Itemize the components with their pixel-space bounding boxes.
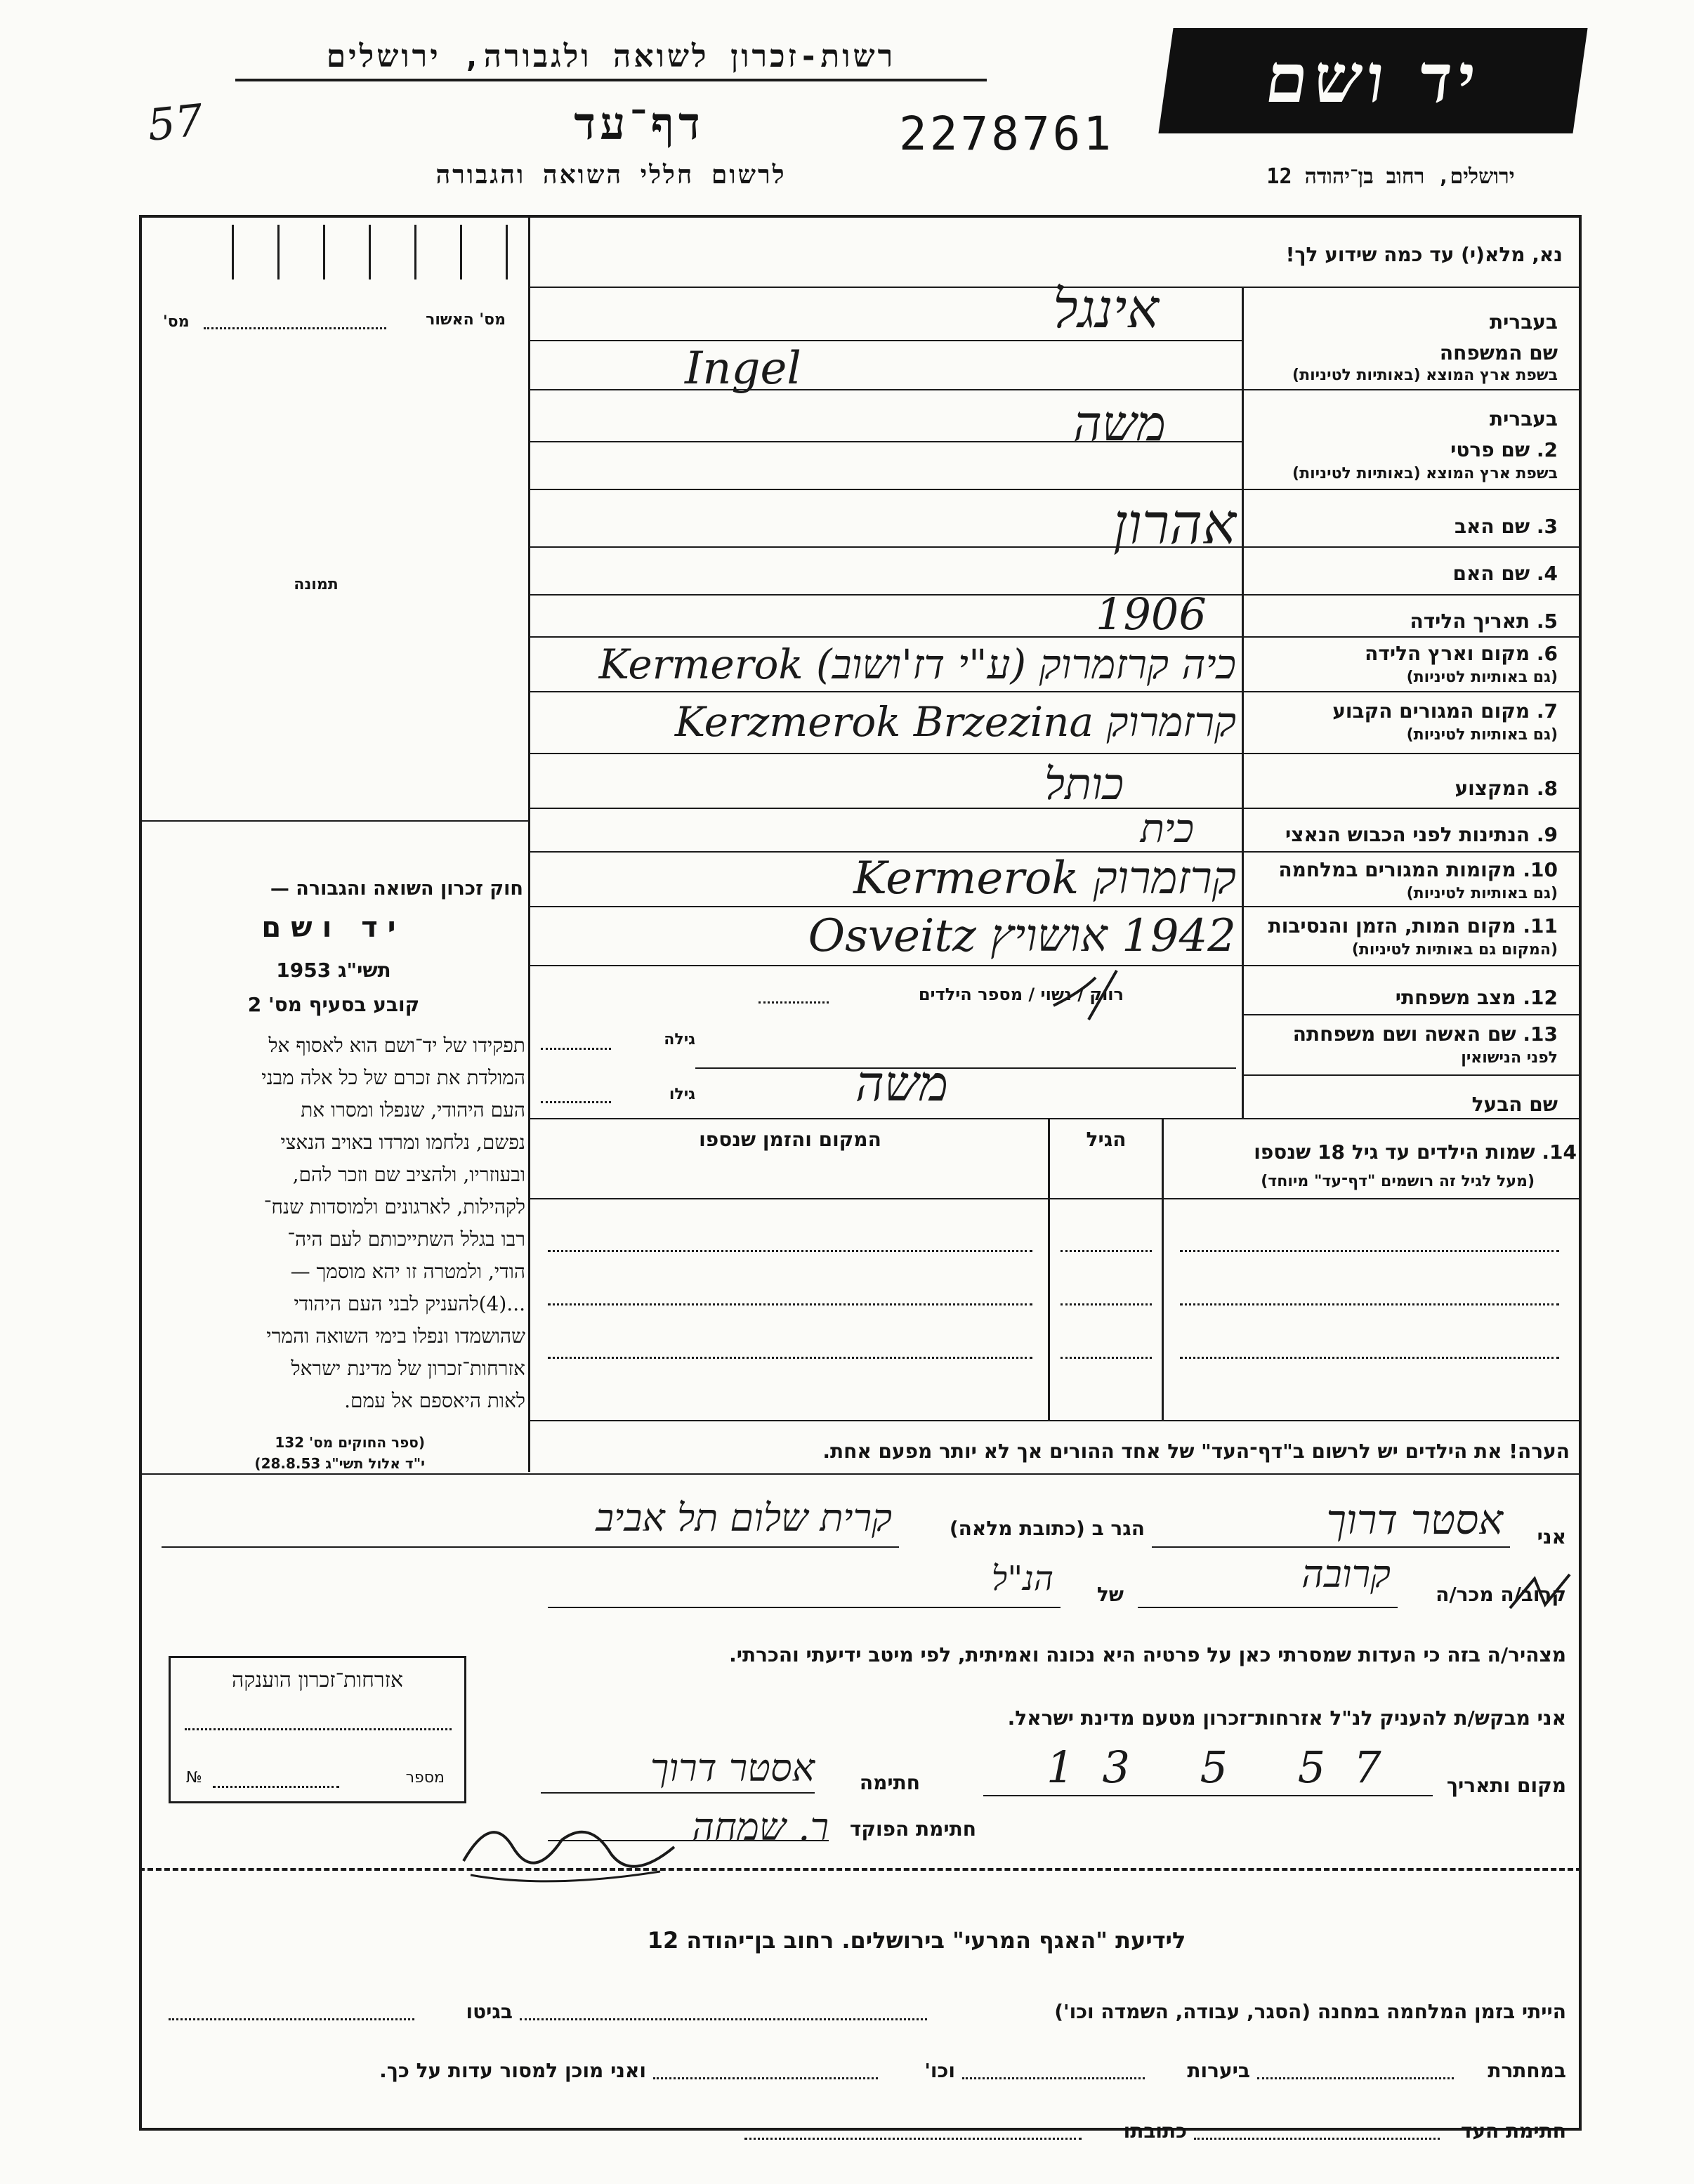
- children-note: הערה! את הילדים יש לרשום ב"דף־העד" של אחד ההורים אך לא יותר מפעם אחת.: [822, 1440, 1570, 1463]
- first-name-label: 2. שם פרטי: [1450, 438, 1558, 461]
- wife-name-label: 13. שם האשה ושם משפחתה: [1292, 1022, 1558, 1046]
- handwritten-witness-name: אסטר דרוך: [1326, 1496, 1503, 1544]
- husband-name-label: שם הבעל: [1471, 1093, 1558, 1116]
- handwritten-father-name: אהרון: [1112, 492, 1236, 557]
- handwritten-war-residence: קרזמרוק Kermerok: [853, 853, 1236, 904]
- law-line: הודי, ולמטרה זו יהא מוסמך —: [290, 1260, 525, 1283]
- family-name-latin-label: בשפת ארץ המוצא (באותיות לטיניות): [1292, 367, 1558, 384]
- handwritten-family-name-latin: Ingel: [685, 343, 801, 395]
- law-title: חוק זכרון השואה והגבורה —: [270, 878, 523, 900]
- law-reference-2: י"ד אלול תשי"ג 28.8.53): [254, 1455, 425, 1472]
- certificate-number-sign: №: [186, 1769, 202, 1787]
- bottom-underground-label: במחתרת: [1488, 2059, 1566, 2082]
- intro-text: נא, מלא(י) עד כמה שידוע לך!: [1285, 243, 1563, 266]
- certificate-number-label: מספר: [405, 1769, 445, 1787]
- photo-label: תמונה: [294, 576, 339, 593]
- law-section: קובע בסעיף מס' 2: [247, 993, 420, 1016]
- law-line: אזרחות־זכרון של מדינת ישראל: [291, 1357, 525, 1380]
- handwritten-of-name: הנ"ל: [991, 1559, 1053, 1598]
- handwritten-family-name-hebrew: אינגל: [1053, 277, 1159, 340]
- marital-options: רווק / נשוי / מספר הילדים: [918, 985, 1124, 1004]
- law-line: ובעוזריו, ולהציב שם וזכר להם,: [292, 1163, 525, 1186]
- children-age-column: הגיל: [1086, 1128, 1127, 1151]
- witness-address-label: הגר ב (כתובת מלאה): [949, 1517, 1145, 1540]
- handwritten-birth-date: 1906: [1096, 588, 1207, 640]
- yad-vashem-logo: [1158, 28, 1587, 133]
- war-residence-label: 10. מקומות המגורים במלחמה: [1278, 858, 1558, 881]
- handwritten-officer-initials: ר. שמחה: [692, 1805, 829, 1849]
- marital-status-label: 12. מצב משפחתי: [1395, 986, 1558, 1009]
- marital-strike-mark: [1046, 963, 1131, 1027]
- approval-number-line: [204, 327, 386, 329]
- residence-label: 7. מקום המגורים הקבוע: [1332, 699, 1558, 723]
- relation-strike-mark: [1503, 1566, 1580, 1622]
- handwritten-profession: כותל: [1044, 758, 1124, 810]
- bottom-camp-label: הייתי בזמן המלחמה במחנה (הסגר, עבודה, השמדה וכו'): [1054, 2000, 1566, 2023]
- bottom-title: לידיעת "האגף המרעי" בירושלים. רחוב בן־יהודה 12: [647, 1927, 1186, 1954]
- handwritten-date: 13 5 57: [1046, 1742, 1410, 1793]
- bottom-etc-label: וכו': [924, 2059, 955, 2082]
- death-place-sub-label: (המקום גם באותיות לטיניות): [1351, 941, 1558, 959]
- husband-age-label: גילו: [669, 1086, 695, 1103]
- children-table-top: [528, 1118, 1582, 1119]
- bottom-forests-label: ביערות: [1187, 2059, 1250, 2082]
- law-line: שהושמדו ונפלו בימי השואה והמרי: [266, 1324, 525, 1348]
- children-place-column: המקום והזמן שנספו: [699, 1128, 881, 1151]
- approval-number-label: מס' האשור: [426, 311, 506, 329]
- form-number: 2278761: [899, 107, 1115, 161]
- form-title: דף־עד: [574, 98, 704, 150]
- law-text: [140, 1029, 525, 1417]
- bottom-address-label: כתובתו: [1123, 2119, 1187, 2143]
- birth-place-label: 6. מקום וארץ הלידה: [1365, 642, 1558, 665]
- signature-label: חתימה: [859, 1771, 920, 1794]
- law-section-divider: [140, 820, 528, 822]
- law-line: לקהילות, לארגונים ולמוסדות שנח־: [263, 1195, 525, 1218]
- profession-label: 8. המקצוע: [1455, 777, 1558, 800]
- law-line: המולדת את זכרם של כל אלה מבני: [261, 1066, 525, 1089]
- handwritten-husband-name: משה: [855, 1055, 948, 1112]
- law-reference-1: (ספר החוקים מס' 132: [275, 1434, 425, 1451]
- officer-signature-label: חתימת הפוקד: [849, 1817, 976, 1841]
- wife-name-sub-label: לפני הנישואין: [1461, 1049, 1558, 1067]
- bottom-testimony-label: ואני מוכן למסור עדות על כך.: [379, 2059, 646, 2082]
- authority-name: רשות-זכרון לשואה ולגבורה, ירושלים: [326, 39, 896, 74]
- mother-name-label: 4. שם האם: [1452, 562, 1558, 585]
- law-year: תשי"ג 1953: [276, 959, 391, 982]
- law-line: נפשם, נלחמו ומרדו באויב הנאצי: [280, 1131, 525, 1154]
- first-name-hebrew-label: בעברית: [1489, 407, 1558, 430]
- logo-text: יד ושם: [1260, 39, 1487, 118]
- law-yad-vashem: יד ושם: [261, 912, 406, 944]
- first-name-latin-label: בשפת ארץ המוצא (באותיות לטיניות): [1292, 465, 1558, 482]
- father-name-label: 3. שם האב: [1454, 515, 1558, 538]
- witness-i-label: אני: [1537, 1525, 1566, 1548]
- wife-age-label: גילה: [664, 1031, 695, 1048]
- bottom-witness-signature-label: חתימת העד: [1460, 2119, 1566, 2143]
- handwritten-relation: קרובה: [1301, 1552, 1391, 1596]
- handwritten-signature: אסטר דרוך: [650, 1746, 815, 1790]
- tear-line: [139, 1868, 1582, 1871]
- margin-note: 57: [145, 94, 206, 151]
- residence-sub-label: (גם באותיות לטיניות): [1406, 726, 1558, 744]
- birth-place-sub-label: (גם באותיות לטיניות): [1406, 669, 1558, 686]
- law-line: תפקידו של יד־ושם הוא לאסוף אל: [268, 1034, 525, 1057]
- approval-box-ticks: [211, 225, 520, 279]
- handwritten-residence: קרזמרוק Kerzmerok Brzezina: [674, 698, 1236, 746]
- certificate-box: [169, 1656, 466, 1803]
- bottom-ghetto-label: בגיטו: [466, 2000, 513, 2023]
- family-name-label: שם המשפחה: [1439, 341, 1558, 364]
- handwritten-birth-place: כיה קרזמרוק (ע"י דז'ושוב) Kermerok: [598, 640, 1236, 688]
- officer-signature-scribble: [449, 1805, 688, 1889]
- citizenship-label: 9. הנתינות לפני הכבוש הנאצי: [1285, 823, 1558, 846]
- approval-number-mark: מס': [163, 313, 190, 331]
- law-line: העם היהודי, שנפלו ומסרו את: [301, 1098, 525, 1121]
- handwritten-citizenship: כית: [1140, 806, 1194, 852]
- law-line: ...(4)להעניק לבני העם היהודי: [294, 1292, 525, 1315]
- labels-divider: [1242, 287, 1244, 1119]
- death-place-label: 11. מקום המות, הזמן והנסיבות: [1268, 914, 1558, 938]
- birth-date-label: 5. תאריך הלידה: [1410, 610, 1558, 633]
- war-residence-sub-label: (גם באותיות לטיניות): [1406, 885, 1558, 902]
- law-line: לאות היאספם אל עמם.: [344, 1389, 525, 1412]
- children-header-label: 14. שמות הילדים עד גיל 18 שנספו: [1254, 1140, 1577, 1164]
- form-subtitle: לרשום חללי השואה והגבורה: [435, 161, 787, 190]
- left-column-divider: [528, 215, 530, 1472]
- handwritten-death-place: 1942 אושויץ Osveitz: [808, 910, 1236, 962]
- witness-relation-label: קרוב/ה מכר/ה: [1436, 1583, 1566, 1606]
- certificate-title: אזרחות־זכרון הוענקה: [232, 1668, 403, 1692]
- handwritten-first-name: משה: [1072, 395, 1166, 452]
- witness-of-label: של: [1096, 1583, 1124, 1606]
- law-line: רבו בגלל השתייכותם לעם היה־: [287, 1228, 525, 1251]
- request-text: אני מבקש/ת להעניק לנ"ל אזרחות־זכרון מטעם מדינת ישראל.: [1007, 1706, 1566, 1730]
- place-date-label: מקום ותאריך: [1446, 1774, 1566, 1797]
- family-name-hebrew-label: בעברית: [1489, 310, 1558, 334]
- header-underline: [235, 79, 987, 81]
- address: ירושלים, רחוב בן־יהודה 12: [1266, 164, 1515, 189]
- declaration-text: מצהיר/ה בזה כי העדות שמסרתי כאן על פרטיה היא נכונה ואמיתית, לפי מיטב ידיעתי והכרתי.: [729, 1643, 1566, 1666]
- children-header-sub-label: (מעל לגיל זה רושמים "דף־עד" מיוחד): [1261, 1173, 1535, 1190]
- handwritten-witness-address: קרית שלום תל אביב: [596, 1496, 892, 1540]
